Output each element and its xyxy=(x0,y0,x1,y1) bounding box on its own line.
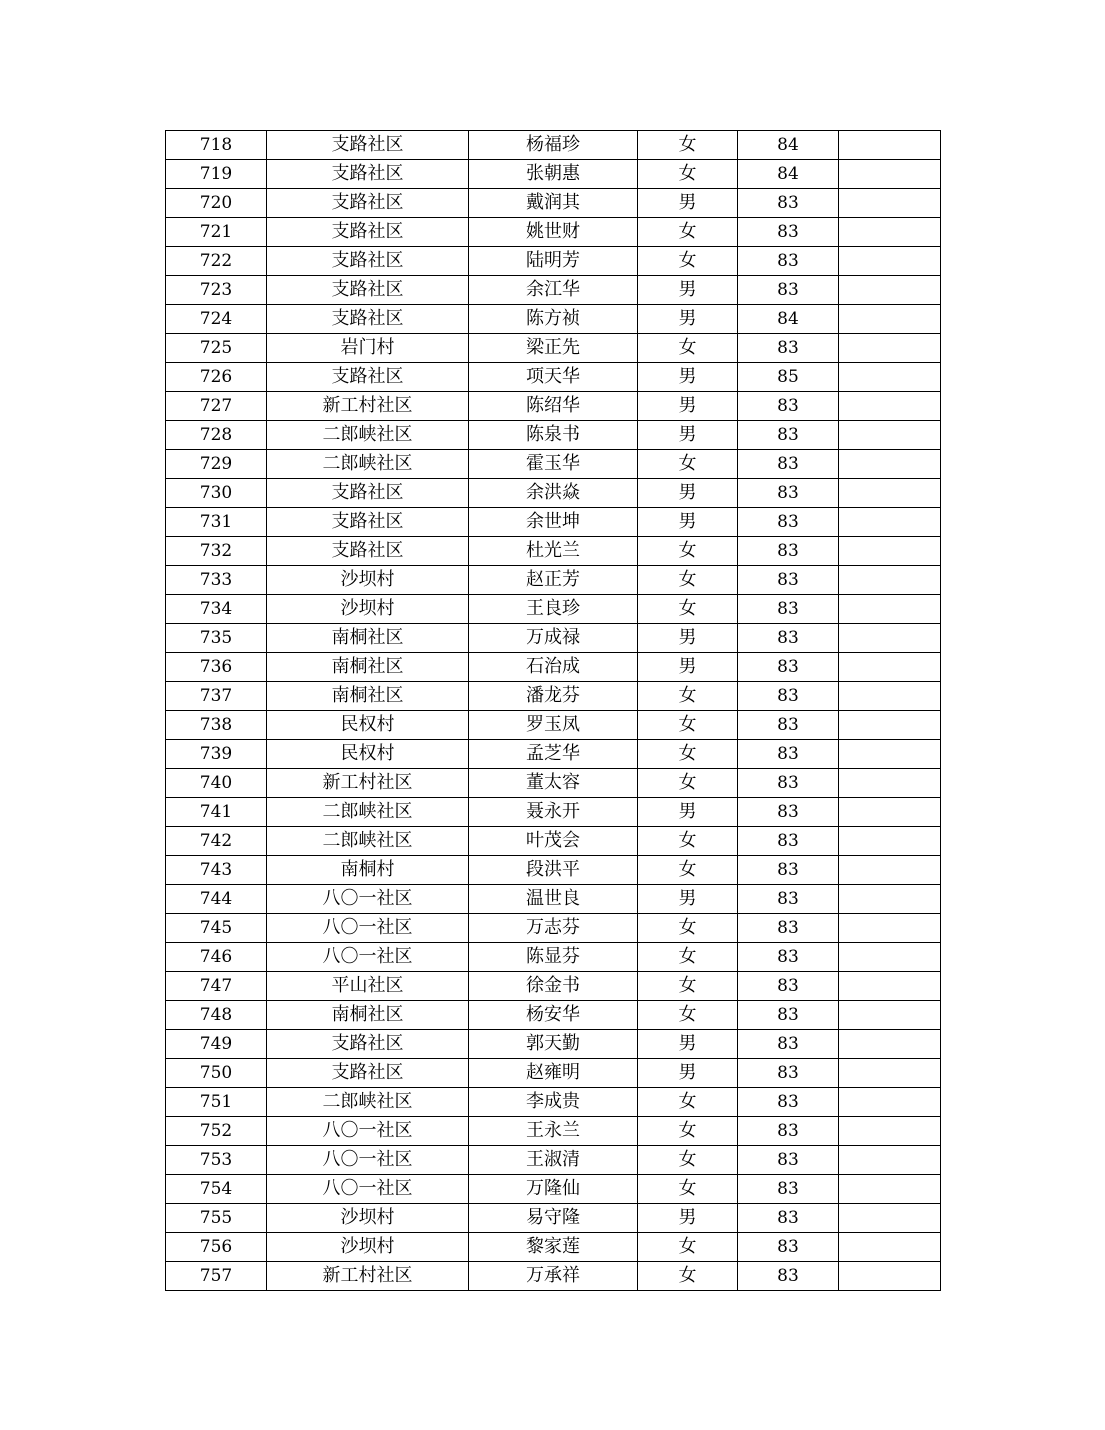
note-cell xyxy=(839,218,941,247)
seq-number-cell: 754 xyxy=(166,1175,267,1204)
person-name-cell: 万成禄 xyxy=(469,624,638,653)
sex-cell: 男 xyxy=(638,189,738,218)
note-cell xyxy=(839,595,941,624)
table-row xyxy=(166,943,941,972)
sex-cell: 男 xyxy=(638,363,738,392)
age-cell: 84 xyxy=(738,131,839,160)
seq-number-cell: 727 xyxy=(166,392,267,421)
age-cell: 83 xyxy=(738,1059,839,1088)
seq-number-cell: 733 xyxy=(166,566,267,595)
table-row xyxy=(166,798,941,827)
age-cell: 83 xyxy=(738,972,839,1001)
sex-cell: 女 xyxy=(638,131,738,160)
note-cell xyxy=(839,1059,941,1088)
community-cell: 支路社区 xyxy=(267,479,469,508)
note-cell xyxy=(839,1175,941,1204)
person-name-cell: 郭天勤 xyxy=(469,1030,638,1059)
table-row xyxy=(166,334,941,363)
note-cell xyxy=(839,769,941,798)
table-row xyxy=(166,914,941,943)
age-cell: 83 xyxy=(738,769,839,798)
sex-cell: 女 xyxy=(638,1117,738,1146)
community-cell: 八〇一社区 xyxy=(267,943,469,972)
community-cell: 沙坝村 xyxy=(267,566,469,595)
age-cell: 83 xyxy=(738,1262,839,1291)
seq-number-cell: 736 xyxy=(166,653,267,682)
person-name-cell: 聂永开 xyxy=(469,798,638,827)
community-cell: 八〇一社区 xyxy=(267,914,469,943)
note-cell xyxy=(839,1030,941,1059)
note-cell xyxy=(839,421,941,450)
note-cell xyxy=(839,1204,941,1233)
age-cell: 83 xyxy=(738,1204,839,1233)
table-row xyxy=(166,624,941,653)
sex-cell: 女 xyxy=(638,247,738,276)
person-name-cell: 董太容 xyxy=(469,769,638,798)
seq-number-cell: 743 xyxy=(166,856,267,885)
seq-number-cell: 723 xyxy=(166,276,267,305)
table-row xyxy=(166,1030,941,1059)
table-row xyxy=(166,1262,941,1291)
age-cell: 83 xyxy=(738,653,839,682)
note-cell xyxy=(839,160,941,189)
table-row xyxy=(166,566,941,595)
note-cell xyxy=(839,392,941,421)
note-cell xyxy=(839,943,941,972)
community-cell: 二郎峡社区 xyxy=(267,798,469,827)
seq-number-cell: 748 xyxy=(166,1001,267,1030)
roster-body xyxy=(166,131,941,1291)
seq-number-cell: 744 xyxy=(166,885,267,914)
community-cell: 八〇一社区 xyxy=(267,1117,469,1146)
seq-number-cell: 752 xyxy=(166,1117,267,1146)
roster-table xyxy=(165,130,941,1291)
table-row xyxy=(166,305,941,334)
table-row xyxy=(166,972,941,1001)
note-cell xyxy=(839,798,941,827)
community-cell: 南桐社区 xyxy=(267,1001,469,1030)
sex-cell: 男 xyxy=(638,624,738,653)
age-cell: 83 xyxy=(738,421,839,450)
community-cell: 新工村社区 xyxy=(267,1262,469,1291)
sex-cell: 女 xyxy=(638,1233,738,1262)
person-name-cell: 霍玉华 xyxy=(469,450,638,479)
sex-cell: 男 xyxy=(638,508,738,537)
community-cell: 南桐社区 xyxy=(267,624,469,653)
person-name-cell: 李成贵 xyxy=(469,1088,638,1117)
seq-number-cell: 757 xyxy=(166,1262,267,1291)
table-row xyxy=(166,1204,941,1233)
community-cell: 支路社区 xyxy=(267,508,469,537)
person-name-cell: 王淑清 xyxy=(469,1146,638,1175)
note-cell xyxy=(839,1088,941,1117)
table-row xyxy=(166,682,941,711)
table-row xyxy=(166,131,941,160)
note-cell xyxy=(839,682,941,711)
community-cell: 平山社区 xyxy=(267,972,469,1001)
table-row xyxy=(166,450,941,479)
community-cell: 八〇一社区 xyxy=(267,1175,469,1204)
age-cell: 83 xyxy=(738,711,839,740)
person-name-cell: 杜光兰 xyxy=(469,537,638,566)
note-cell xyxy=(839,624,941,653)
person-name-cell: 万志芬 xyxy=(469,914,638,943)
person-name-cell: 陈泉书 xyxy=(469,421,638,450)
person-name-cell: 戴润其 xyxy=(469,189,638,218)
table-row xyxy=(166,1146,941,1175)
seq-number-cell: 719 xyxy=(166,160,267,189)
note-cell xyxy=(839,566,941,595)
community-cell: 新工村社区 xyxy=(267,769,469,798)
table-row xyxy=(166,392,941,421)
community-cell: 支路社区 xyxy=(267,247,469,276)
age-cell: 85 xyxy=(738,363,839,392)
age-cell: 83 xyxy=(738,1146,839,1175)
seq-number-cell: 745 xyxy=(166,914,267,943)
age-cell: 83 xyxy=(738,276,839,305)
person-name-cell: 潘龙芬 xyxy=(469,682,638,711)
person-name-cell: 杨安华 xyxy=(469,1001,638,1030)
person-name-cell: 余世坤 xyxy=(469,508,638,537)
table-row xyxy=(166,218,941,247)
person-name-cell: 梁正先 xyxy=(469,334,638,363)
community-cell: 支路社区 xyxy=(267,1059,469,1088)
sex-cell: 女 xyxy=(638,566,738,595)
community-cell: 支路社区 xyxy=(267,131,469,160)
community-cell: 八〇一社区 xyxy=(267,1146,469,1175)
table-row xyxy=(166,479,941,508)
person-name-cell: 罗玉凤 xyxy=(469,711,638,740)
sex-cell: 女 xyxy=(638,1146,738,1175)
seq-number-cell: 755 xyxy=(166,1204,267,1233)
sex-cell: 女 xyxy=(638,943,738,972)
note-cell xyxy=(839,537,941,566)
age-cell: 83 xyxy=(738,827,839,856)
age-cell: 83 xyxy=(738,450,839,479)
sex-cell: 女 xyxy=(638,827,738,856)
age-cell: 83 xyxy=(738,334,839,363)
sex-cell: 男 xyxy=(638,1059,738,1088)
sex-cell: 女 xyxy=(638,595,738,624)
community-cell: 支路社区 xyxy=(267,218,469,247)
person-name-cell: 孟芝华 xyxy=(469,740,638,769)
table-row xyxy=(166,856,941,885)
sex-cell: 女 xyxy=(638,537,738,566)
sex-cell: 男 xyxy=(638,276,738,305)
table-row xyxy=(166,189,941,218)
community-cell: 岩门村 xyxy=(267,334,469,363)
community-cell: 支路社区 xyxy=(267,276,469,305)
sex-cell: 女 xyxy=(638,972,738,1001)
age-cell: 84 xyxy=(738,160,839,189)
community-cell: 支路社区 xyxy=(267,363,469,392)
community-cell: 沙坝村 xyxy=(267,1204,469,1233)
person-name-cell: 陈显芬 xyxy=(469,943,638,972)
seq-number-cell: 732 xyxy=(166,537,267,566)
sex-cell: 男 xyxy=(638,1030,738,1059)
sex-cell: 男 xyxy=(638,885,738,914)
age-cell: 83 xyxy=(738,740,839,769)
table-row xyxy=(166,363,941,392)
note-cell xyxy=(839,1146,941,1175)
note-cell xyxy=(839,740,941,769)
person-name-cell: 项天华 xyxy=(469,363,638,392)
note-cell xyxy=(839,1001,941,1030)
note-cell xyxy=(839,711,941,740)
sex-cell: 女 xyxy=(638,334,738,363)
note-cell xyxy=(839,827,941,856)
person-name-cell: 叶茂会 xyxy=(469,827,638,856)
age-cell: 83 xyxy=(738,566,839,595)
note-cell xyxy=(839,450,941,479)
age-cell: 83 xyxy=(738,885,839,914)
community-cell: 二郎峡社区 xyxy=(267,1088,469,1117)
seq-number-cell: 731 xyxy=(166,508,267,537)
person-name-cell: 余江华 xyxy=(469,276,638,305)
community-cell: 南桐村 xyxy=(267,856,469,885)
age-cell: 83 xyxy=(738,247,839,276)
person-name-cell: 姚世财 xyxy=(469,218,638,247)
age-cell: 83 xyxy=(738,1117,839,1146)
seq-number-cell: 738 xyxy=(166,711,267,740)
person-name-cell: 赵正芳 xyxy=(469,566,638,595)
community-cell: 二郎峡社区 xyxy=(267,421,469,450)
person-name-cell: 万承祥 xyxy=(469,1262,638,1291)
sex-cell: 女 xyxy=(638,450,738,479)
sex-cell: 男 xyxy=(638,392,738,421)
note-cell xyxy=(839,1117,941,1146)
note-cell xyxy=(839,972,941,1001)
sex-cell: 男 xyxy=(638,1204,738,1233)
community-cell: 支路社区 xyxy=(267,305,469,334)
age-cell: 83 xyxy=(738,595,839,624)
note-cell xyxy=(839,189,941,218)
seq-number-cell: 718 xyxy=(166,131,267,160)
person-name-cell: 赵雍明 xyxy=(469,1059,638,1088)
community-cell: 民权村 xyxy=(267,711,469,740)
community-cell: 支路社区 xyxy=(267,160,469,189)
sex-cell: 男 xyxy=(638,421,738,450)
seq-number-cell: 747 xyxy=(166,972,267,1001)
seq-number-cell: 742 xyxy=(166,827,267,856)
seq-number-cell: 739 xyxy=(166,740,267,769)
seq-number-cell: 756 xyxy=(166,1233,267,1262)
sex-cell: 女 xyxy=(638,682,738,711)
note-cell xyxy=(839,276,941,305)
age-cell: 83 xyxy=(738,1001,839,1030)
seq-number-cell: 720 xyxy=(166,189,267,218)
person-name-cell: 陈绍华 xyxy=(469,392,638,421)
table-row xyxy=(166,508,941,537)
age-cell: 83 xyxy=(738,856,839,885)
seq-number-cell: 740 xyxy=(166,769,267,798)
sex-cell: 男 xyxy=(638,305,738,334)
community-cell: 二郎峡社区 xyxy=(267,450,469,479)
seq-number-cell: 725 xyxy=(166,334,267,363)
age-cell: 83 xyxy=(738,508,839,537)
community-cell: 南桐社区 xyxy=(267,682,469,711)
table-row xyxy=(166,1233,941,1262)
age-cell: 83 xyxy=(738,1030,839,1059)
table-row xyxy=(166,740,941,769)
seq-number-cell: 741 xyxy=(166,798,267,827)
seq-number-cell: 728 xyxy=(166,421,267,450)
note-cell xyxy=(839,334,941,363)
community-cell: 沙坝村 xyxy=(267,595,469,624)
sex-cell: 男 xyxy=(638,653,738,682)
sex-cell: 女 xyxy=(638,1175,738,1204)
age-cell: 83 xyxy=(738,914,839,943)
sex-cell: 女 xyxy=(638,914,738,943)
table-row xyxy=(166,247,941,276)
person-name-cell: 石治成 xyxy=(469,653,638,682)
age-cell: 83 xyxy=(738,392,839,421)
age-cell: 83 xyxy=(738,798,839,827)
seq-number-cell: 724 xyxy=(166,305,267,334)
seq-number-cell: 722 xyxy=(166,247,267,276)
table-row xyxy=(166,769,941,798)
community-cell: 支路社区 xyxy=(267,537,469,566)
table-row xyxy=(166,1117,941,1146)
sex-cell: 女 xyxy=(638,769,738,798)
seq-number-cell: 746 xyxy=(166,943,267,972)
table-row xyxy=(166,160,941,189)
sex-cell: 男 xyxy=(638,479,738,508)
seq-number-cell: 737 xyxy=(166,682,267,711)
seq-number-cell: 734 xyxy=(166,595,267,624)
note-cell xyxy=(839,247,941,276)
person-name-cell: 王良珍 xyxy=(469,595,638,624)
table-row xyxy=(166,711,941,740)
community-cell: 八〇一社区 xyxy=(267,885,469,914)
note-cell xyxy=(839,653,941,682)
note-cell xyxy=(839,1262,941,1291)
sex-cell: 女 xyxy=(638,856,738,885)
seq-number-cell: 751 xyxy=(166,1088,267,1117)
person-name-cell: 易守隆 xyxy=(469,1204,638,1233)
age-cell: 83 xyxy=(738,624,839,653)
person-name-cell: 陈方祯 xyxy=(469,305,638,334)
seq-number-cell: 721 xyxy=(166,218,267,247)
age-cell: 83 xyxy=(738,1088,839,1117)
community-cell: 二郎峡社区 xyxy=(267,827,469,856)
seq-number-cell: 750 xyxy=(166,1059,267,1088)
community-cell: 支路社区 xyxy=(267,1030,469,1059)
note-cell xyxy=(839,1233,941,1262)
age-cell: 84 xyxy=(738,305,839,334)
seq-number-cell: 729 xyxy=(166,450,267,479)
person-name-cell: 张朝惠 xyxy=(469,160,638,189)
sex-cell: 女 xyxy=(638,160,738,189)
note-cell xyxy=(839,508,941,537)
note-cell xyxy=(839,131,941,160)
sex-cell: 女 xyxy=(638,711,738,740)
community-cell: 支路社区 xyxy=(267,189,469,218)
person-name-cell: 段洪平 xyxy=(469,856,638,885)
person-name-cell: 杨福珍 xyxy=(469,131,638,160)
community-cell: 沙坝村 xyxy=(267,1233,469,1262)
note-cell xyxy=(839,914,941,943)
person-name-cell: 徐金书 xyxy=(469,972,638,1001)
note-cell xyxy=(839,885,941,914)
age-cell: 83 xyxy=(738,479,839,508)
age-cell: 83 xyxy=(738,189,839,218)
table-row xyxy=(166,595,941,624)
table-row xyxy=(166,1059,941,1088)
seq-number-cell: 753 xyxy=(166,1146,267,1175)
table-row xyxy=(166,1001,941,1030)
community-cell: 新工村社区 xyxy=(267,392,469,421)
note-cell xyxy=(839,305,941,334)
table-row xyxy=(166,653,941,682)
table-row xyxy=(166,827,941,856)
age-cell: 83 xyxy=(738,1233,839,1262)
age-cell: 83 xyxy=(738,1175,839,1204)
note-cell xyxy=(839,856,941,885)
table-row xyxy=(166,885,941,914)
sex-cell: 女 xyxy=(638,1262,738,1291)
community-cell: 南桐社区 xyxy=(267,653,469,682)
table-row xyxy=(166,1175,941,1204)
table-row xyxy=(166,537,941,566)
person-name-cell: 王永兰 xyxy=(469,1117,638,1146)
sex-cell: 女 xyxy=(638,1001,738,1030)
sex-cell: 女 xyxy=(638,218,738,247)
seq-number-cell: 730 xyxy=(166,479,267,508)
age-cell: 83 xyxy=(738,218,839,247)
person-name-cell: 陆明芳 xyxy=(469,247,638,276)
note-cell xyxy=(839,479,941,508)
person-name-cell: 黎家莲 xyxy=(469,1233,638,1262)
table-row xyxy=(166,421,941,450)
seq-number-cell: 726 xyxy=(166,363,267,392)
person-name-cell: 温世良 xyxy=(469,885,638,914)
age-cell: 83 xyxy=(738,943,839,972)
person-name-cell: 余洪焱 xyxy=(469,479,638,508)
seq-number-cell: 749 xyxy=(166,1030,267,1059)
note-cell xyxy=(839,363,941,392)
sex-cell: 女 xyxy=(638,740,738,769)
age-cell: 83 xyxy=(738,537,839,566)
person-name-cell: 万隆仙 xyxy=(469,1175,638,1204)
seq-number-cell: 735 xyxy=(166,624,267,653)
table-row xyxy=(166,276,941,305)
community-cell: 民权村 xyxy=(267,740,469,769)
table-row xyxy=(166,1088,941,1117)
age-cell: 83 xyxy=(738,682,839,711)
sex-cell: 男 xyxy=(638,798,738,827)
sex-cell: 女 xyxy=(638,1088,738,1117)
